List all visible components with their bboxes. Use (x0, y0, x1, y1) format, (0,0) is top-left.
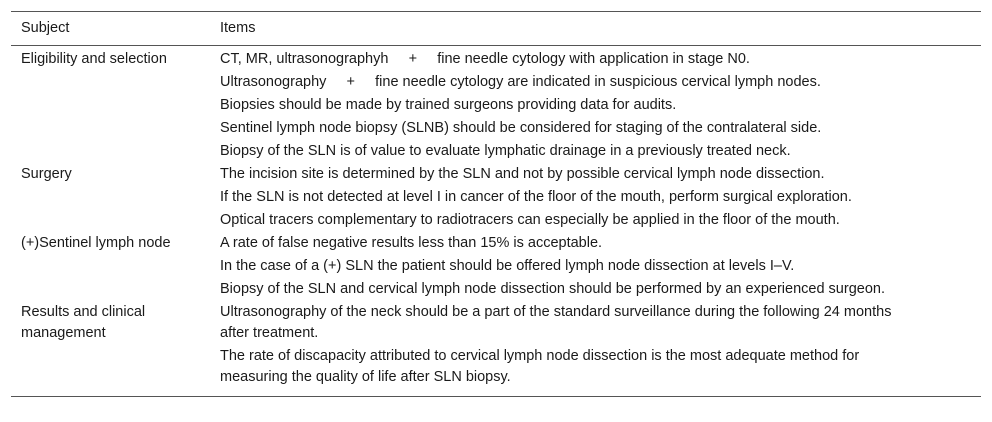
guidelines-table (11, 11, 981, 397)
item-cell: A rate of false negative results less than 15% is acceptable. (220, 235, 603, 251)
table-row (11, 302, 981, 346)
item-cell: Optical tracers complementary to radiotracers can especially be applied in the floor of the mouth. (220, 212, 840, 228)
item-cell: Biopsy of the SLN and cervical lymph node dissection should be performed by an experienced surgeon. (220, 281, 885, 297)
item-cell: Biopsy of the SLN is of value to evaluate lymphatic drainage in a previously treated neck. (220, 143, 791, 159)
table-row (11, 233, 981, 256)
item-cell: CT, MR, ultrasonographyh + fine needle cytology with application in stage N0. (220, 51, 750, 67)
item-cell: If the SLN is not detected at level I in cancer of the floor of the mouth, perform surgical exploration. (220, 189, 852, 205)
guidelines-table-container (11, 11, 981, 397)
item-cell: Sentinel lymph node biopsy (SLNB) should be considered for staging of the contralateral side. (220, 120, 822, 136)
header-subject: Subject (11, 12, 220, 46)
subject-cell: Surgery (21, 166, 72, 182)
item-cell: Ultrasonography of the neck should be a part of the standard surveillance during the following 24 months after treatment. (220, 304, 892, 341)
subject-cell: Results and clinical management (11, 302, 220, 397)
subject-cell: (+)Sentinel lymph node (21, 235, 171, 251)
item-cell: Biopsies should be made by trained surgeons providing data for audits. (220, 97, 677, 113)
header-items: Items (220, 12, 981, 46)
table-row (11, 164, 981, 187)
item-cell: In the case of a (+) SLN the patient should be offered lymph node dissection at levels I–V. (220, 258, 795, 274)
item-cell: The rate of discapacity attributed to cervical lymph node dissection is the most adequate method for measuring the quality of life after SLN biopsy. (220, 346, 981, 397)
item-cell: The incision site is determined by the SLN and not by possible cervical lymph node dissection. (220, 166, 825, 182)
item-cell: Ultrasonography + fine needle cytology are indicated in suspicious cervical lymph nodes. (220, 74, 821, 90)
subject-cell: Eligibility and selection (21, 51, 167, 67)
table-row (11, 46, 981, 73)
table-header-row (11, 12, 981, 46)
